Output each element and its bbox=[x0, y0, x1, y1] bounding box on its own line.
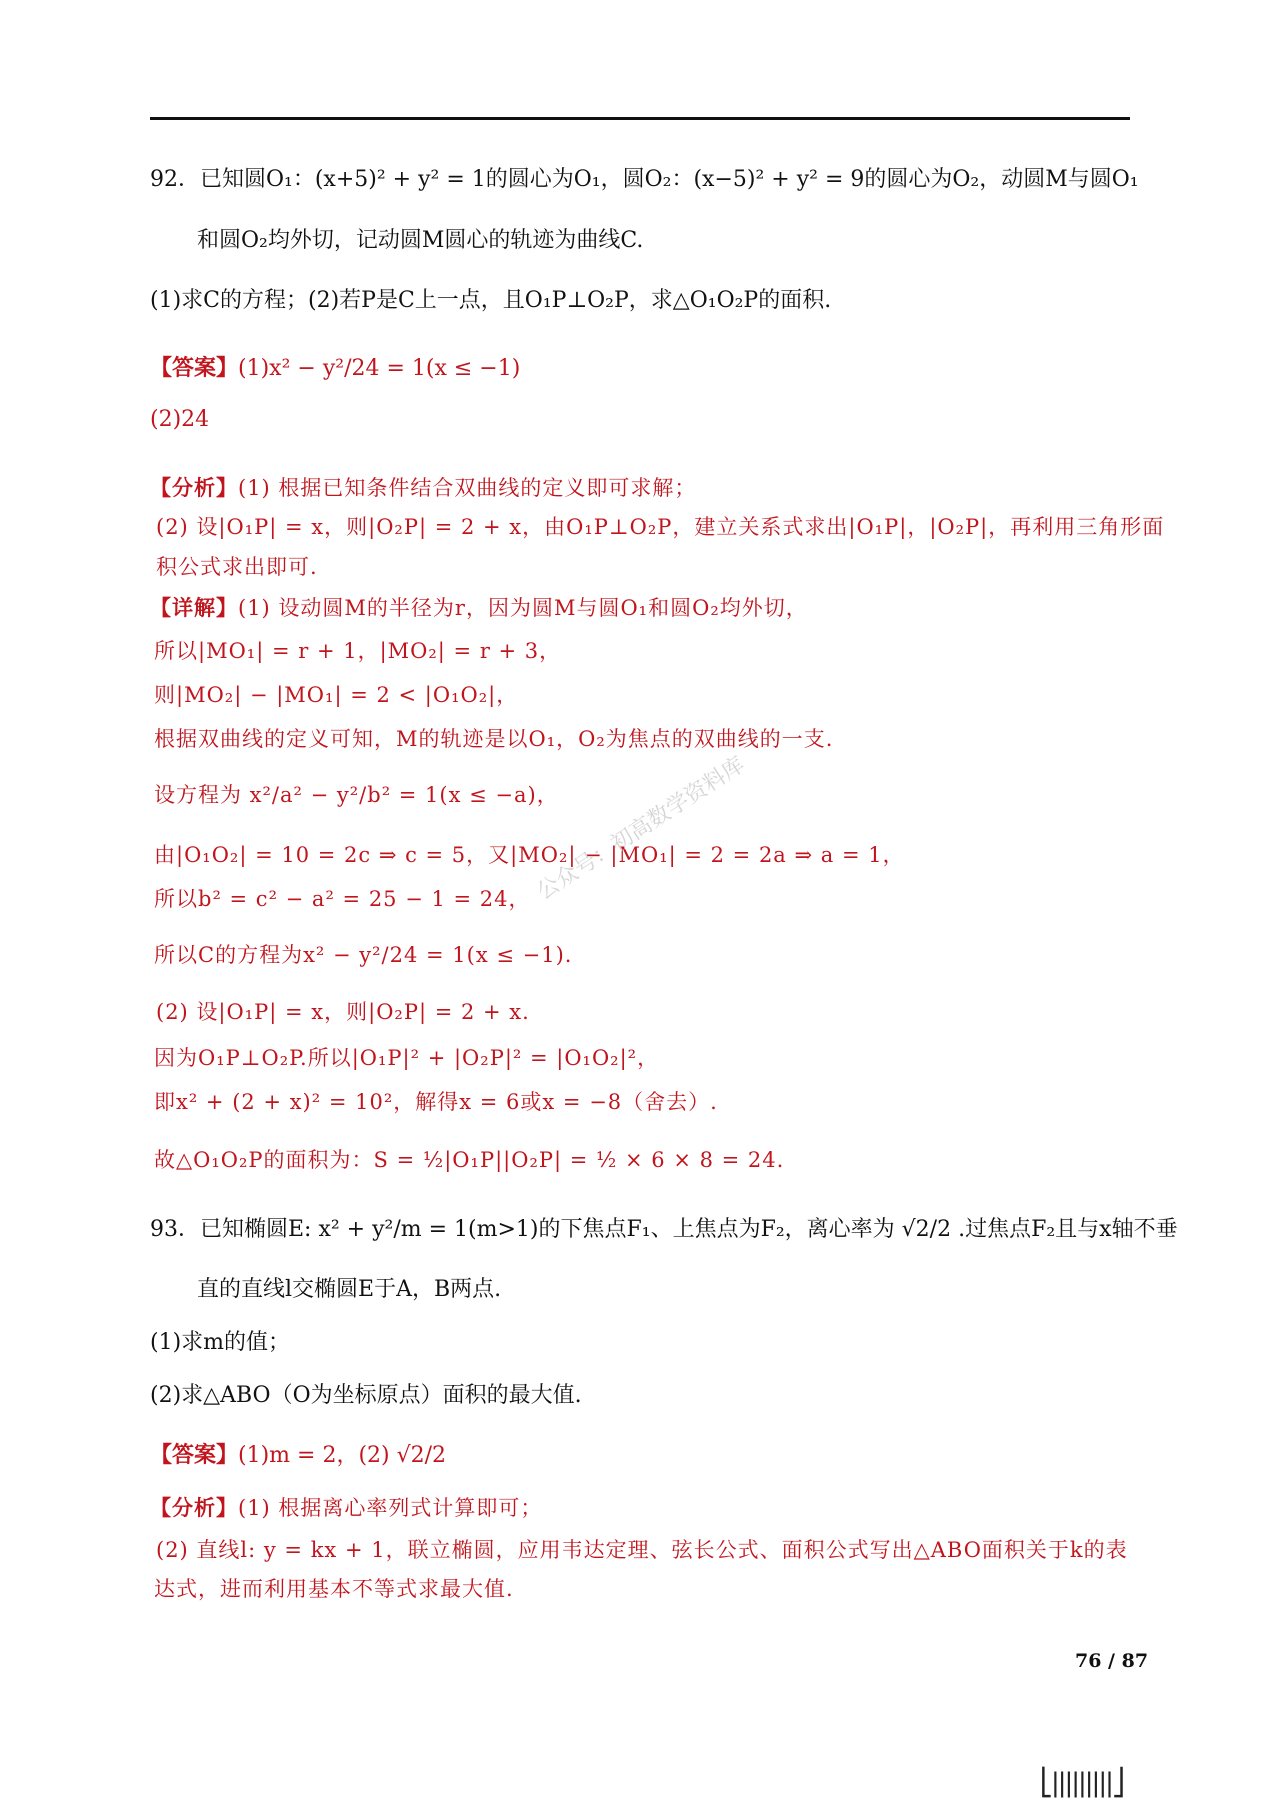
logo-icon: ⎣|||||||||⎦ bbox=[1040, 1768, 1123, 1798]
problem-92-detail-6: 由|O₁O₂| = 10 = 2c ⇒ c = 5，又|MO₂| − |MO₁| = 2 = 2a ⇒ a = 1， bbox=[154, 843, 905, 867]
problem-92-detail-11: 即x² + (2 + x)² = 10²，解得x = 6或x = −8（舍去）. bbox=[154, 1090, 718, 1114]
problem-93-stem-line1: 93．已知椭圆E: x² + y²/m = 1(m>1)的下焦点F₁、上焦点为F₂，离心率为 √2/2 .过焦点F₂且与x轴不垂 bbox=[150, 1217, 1178, 1242]
problem-93-analysis-1 bbox=[150, 1493, 542, 1523]
problem-92-stem-line1: 92．已知圆O₁：(x+5)² + y² = 1的圆心为O₁，圆O₂：(x−5)² + y² = 9的圆心为O₂，动圆M与圆O₁ bbox=[150, 167, 1139, 192]
problem-92-detail-5: 设方程为 x²/a² − y²/b² = 1(x ≤ −a)， bbox=[154, 783, 559, 807]
detail-tag: 【详解】 bbox=[150, 595, 238, 620]
problem-92-detail-3: 则|MO₂| − |MO₁| = 2 < |O₁O₂|， bbox=[154, 683, 519, 707]
problem-92-questions: (1)求C的方程；(2)若P是C上一点，且O₁P⊥O₂P，求△O₁O₂P的面积. bbox=[150, 288, 832, 313]
problem-92-detail-4: 根据双曲线的定义可知，M的轨迹是以O₁，O₂为焦点的双曲线的一支. bbox=[154, 727, 834, 751]
header-rule bbox=[150, 117, 1130, 120]
analysis-1-text: (1) 根据已知条件结合双曲线的定义即可求解； bbox=[238, 476, 697, 500]
analysis-tag: 【分析】 bbox=[150, 1495, 238, 1520]
problem-92-detail-7: 所以b² = c² − a² = 25 − 1 = 24， bbox=[154, 887, 531, 911]
page-number: 76 / 87 bbox=[1075, 1650, 1149, 1672]
answer-tag: 【答案】 bbox=[150, 355, 239, 381]
problem-92-detail-1 bbox=[150, 593, 808, 623]
problem-93-question-1: (1)求m的值； bbox=[150, 1330, 291, 1355]
problem-92-detail-8: 所以C的方程为x² − y²/24 = 1(x ≤ −1). bbox=[154, 943, 573, 967]
problem-92-answer-line bbox=[150, 353, 520, 384]
problem-92-detail-12: 故△O₁O₂P的面积为：S = ½|O₁P||O₂P| = ½ × 6 × 8 = 24. bbox=[154, 1148, 785, 1172]
problem-92-detail-10: 因为O₁P⊥O₂P.所以|O₁P|² + |O₂P|² = |O₁O₂|²， bbox=[154, 1046, 660, 1070]
problem-92-stem-line2: 和圆O₂均外切，记动圆M圆心的轨迹为曲线C. bbox=[197, 228, 644, 253]
problem-93-analysis-3: 达式，进而利用基本不等式求最大值. bbox=[154, 1577, 514, 1601]
problem-92-answer-2: (2)24 bbox=[150, 407, 210, 432]
problem-92-analysis-3: 积公式求出即可. bbox=[156, 555, 318, 579]
problem-93-answer-line bbox=[150, 1440, 446, 1471]
answer-tag: 【答案】 bbox=[150, 1442, 239, 1468]
problem-92-detail-9: (2) 设|O₁P| = x，则|O₂P| = 2 + x. bbox=[156, 1000, 530, 1024]
watermark: 公众号：初高数学资料库 bbox=[532, 752, 750, 906]
problem-92-analysis-2: (2) 设|O₁P| = x，则|O₂P| = 2 + x，由O₁P⊥O₂P，建立关系式求出|O₁P|，|O₂P|，再利用三角形面 bbox=[156, 515, 1165, 539]
answer-1: (1)x² − y²/24 = 1(x ≤ −1) bbox=[238, 356, 521, 381]
problem-92-analysis-1 bbox=[150, 473, 696, 503]
problem-93-question-2: (2)求△ABO（O为坐标原点）面积的最大值. bbox=[150, 1383, 582, 1408]
answer-text: (1)m = 2，(2) √2/2 bbox=[238, 1443, 447, 1468]
problem-93-stem-line2: 直的直线l交椭圆E于A，B两点. bbox=[197, 1277, 502, 1302]
analysis-tag: 【分析】 bbox=[150, 475, 238, 500]
detail-1-text: (1) 设动圆M的半径为r，因为圆M与圆O₁和圆O₂均外切， bbox=[238, 596, 808, 620]
problem-93-analysis-2: (2) 直线l: y = kx + 1，联立椭圆，应用韦达定理、弦长公式、面积公式写出△ABO面积关于k的表 bbox=[156, 1538, 1128, 1562]
analysis-1-text: (1) 根据离心率列式计算即可； bbox=[238, 1496, 543, 1520]
problem-92-detail-2: 所以|MO₁| = r + 1，|MO₂| = r + 3， bbox=[154, 639, 562, 663]
